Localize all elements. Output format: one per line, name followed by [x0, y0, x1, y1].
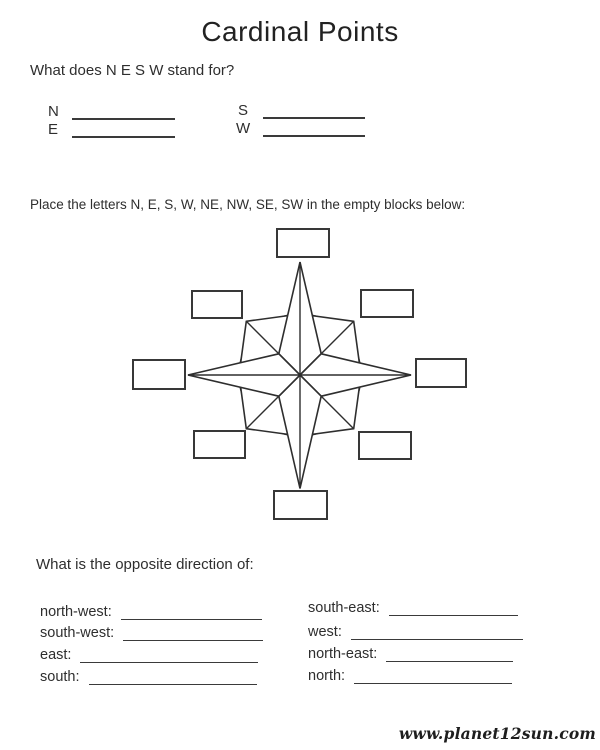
page-title: Cardinal Points	[201, 16, 399, 47]
opposite-row-south	[40, 667, 257, 685]
answer-line-north-west[interactable]	[121, 605, 262, 620]
letter-n: N	[48, 103, 59, 120]
opposite-label-east: east:	[40, 647, 72, 663]
opposite-row-west	[308, 622, 523, 640]
opposite-row-north-west	[40, 602, 262, 620]
answer-blank-s[interactable]	[263, 117, 365, 119]
opposite-label-north-west: north-west:	[40, 604, 112, 620]
opposite-label-south-east: south-east:	[308, 600, 380, 616]
opposite-label-north: north:	[308, 668, 346, 684]
opposite-row-east	[40, 645, 258, 663]
answer-line-east[interactable]	[80, 648, 258, 663]
opposite-row-south-east	[308, 598, 518, 616]
answer-blank-w[interactable]	[263, 135, 365, 137]
answer-blank-e[interactable]	[72, 136, 175, 138]
answer-line-north[interactable]	[354, 669, 512, 684]
answer-line-west[interactable]	[351, 625, 523, 640]
opposite-label-south-west: south-west:	[40, 625, 115, 641]
answer-block-east[interactable]	[415, 358, 467, 388]
opposite-label-north-east: north-east:	[308, 646, 378, 662]
compass-rose	[180, 255, 420, 495]
opposite-label-south: south:	[40, 669, 80, 685]
letter-e: E	[48, 121, 59, 138]
letter-w: W	[236, 120, 251, 137]
opposite-label-west: west:	[308, 624, 342, 640]
answer-line-north-east[interactable]	[386, 647, 513, 662]
opposite-row-north-east	[308, 644, 513, 662]
question-abbreviations: What does N E S W stand for?	[30, 62, 235, 79]
answer-blank-n[interactable]	[72, 118, 175, 120]
answer-block-north[interactable]	[276, 228, 330, 258]
question-opposites: What is the opposite direction of:	[36, 556, 254, 573]
answer-line-south-east[interactable]	[389, 601, 518, 616]
opposite-row-south-west	[40, 623, 263, 641]
answer-line-south-west[interactable]	[123, 626, 263, 641]
instruction-place-letters: Place the letters N, E, S, W, NE, NW, SE, SW in the empty blocks below:	[30, 197, 466, 212]
website-url: www.planet12sun.com	[398, 724, 596, 743]
answer-line-south[interactable]	[89, 670, 258, 685]
letter-s: S	[238, 102, 249, 119]
opposite-row-north	[308, 666, 512, 684]
answer-block-west[interactable]	[132, 359, 186, 390]
